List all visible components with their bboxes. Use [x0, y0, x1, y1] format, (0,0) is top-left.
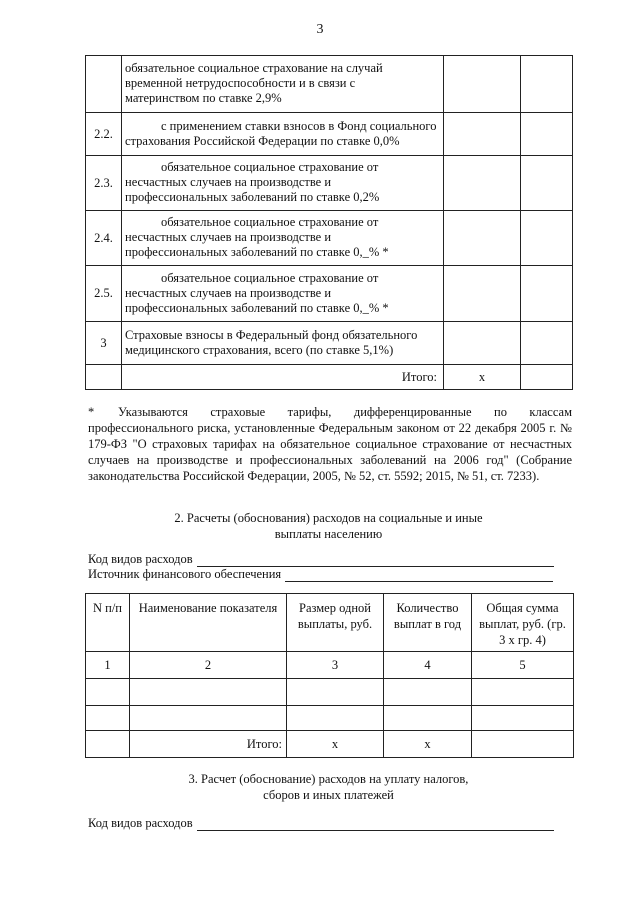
row-description [122, 211, 444, 266]
code-label: Код видов расходов [88, 552, 193, 566]
total-number-cell [86, 365, 122, 390]
column-header-line: Наименование показателя [138, 601, 278, 615]
table-row [86, 322, 573, 365]
column-header [472, 594, 574, 652]
row-description-line: профессиональных заболеваний по ставке 0,_% * [125, 245, 389, 259]
table-cell [472, 706, 574, 731]
section-3-title-line: сборов и иных платежей [263, 788, 394, 802]
footnote-text: Указываются страховые тарифы, дифференцированные по классам профессионального риска, установленные Федеральным законом от 22 декабря 2005 г. № 179-ФЗ "О страховых тарифах на обязательное социальное страхование от несчастных случаев на производстве и профессиональных заболеваний на 2006 год" (Собрание законодательства Российской Федерации, 2005, № 52, ст. 5592; 2015, № 51, ст. 7233). [88, 405, 572, 483]
column-header-line: Общая сумма [486, 601, 559, 615]
row-value-cell [444, 56, 521, 113]
table-row [86, 211, 573, 266]
table-cell [86, 706, 130, 731]
row-number: 2.5. [86, 266, 122, 322]
table-cell [472, 679, 574, 706]
row-description-line: несчастных случаев на производстве и [125, 175, 332, 189]
source-label: Источник финансового обеспечения [88, 567, 282, 581]
row-description-line: обязательное социальное страхование на случай [125, 61, 383, 75]
column-header-line: Количество [396, 601, 459, 615]
column-header-line: выплаты, руб. [297, 617, 373, 631]
row-value-cell [444, 113, 521, 156]
row-description-line: несчастных случаев на производстве и [125, 285, 332, 300]
row-description [122, 113, 444, 156]
row-description-line: обязательное социальное страхование от [161, 160, 379, 174]
row-value-cell [444, 156, 521, 211]
row-number: 2.3. [86, 156, 122, 211]
row-value-cell [521, 113, 573, 156]
row-description-line: профессиональных заболеваний по ставке 0,_% * [125, 300, 389, 315]
code-label: Код видов расходов [88, 816, 193, 830]
table-row [86, 113, 573, 156]
column-header-line: 3 х гр. 4) [499, 633, 546, 647]
section-2-code-field [88, 551, 554, 567]
row-description [122, 266, 444, 322]
row-description [122, 56, 444, 113]
column-header-line: выплат в год [393, 617, 462, 631]
column-index: 2 [130, 652, 287, 679]
row-number [86, 56, 122, 113]
section-3-title [85, 771, 572, 803]
column-index: 1 [86, 652, 130, 679]
table-cell [130, 706, 287, 731]
row-value-cell [521, 322, 573, 365]
row-description [122, 156, 444, 211]
table-cell [86, 731, 130, 758]
column-header [287, 594, 384, 652]
column-header [130, 594, 287, 652]
table-row [86, 706, 574, 731]
code-input-line[interactable] [197, 818, 554, 831]
column-header [86, 594, 130, 652]
section-2-title [85, 510, 572, 542]
row-description-line: обязательное социальное страхование от [161, 270, 379, 285]
source-input-line[interactable] [285, 569, 553, 582]
row-description-line: материнством по ставке 2,9% [125, 91, 282, 105]
footnote [88, 404, 572, 484]
table-cell [86, 679, 130, 706]
row-description-line: с применением ставки взносов в Фонд социального [161, 118, 437, 133]
table-row [86, 156, 573, 211]
table-cell [384, 706, 472, 731]
table-cell [287, 706, 384, 731]
insurance-contributions-table [85, 55, 573, 390]
column-index-row [86, 652, 574, 679]
row-value-cell [444, 266, 521, 322]
table-row [86, 266, 573, 322]
row-description-line: временной нетрудоспособности и в связи с [125, 76, 356, 90]
row-description-line: Страховые взносы в Федеральный фонд обязательного [125, 327, 418, 342]
section-2-title-line: выплаты населению [274, 527, 383, 541]
table-cell [384, 679, 472, 706]
row-value-cell [521, 56, 573, 113]
total-mark: х [384, 731, 472, 758]
row-description-line: страхования Российской Федерации по ставке 0,0% [125, 133, 400, 148]
section-2-source-field [88, 566, 553, 582]
section-3-title-line: 3. Расчет (обоснование) расходов на уплату налогов, [188, 772, 469, 786]
row-description-line: профессиональных заболеваний по ставке 0,2% [125, 190, 380, 204]
section-2-title-line: 2. Расчеты (обоснования) расходов на социальные и иные [174, 511, 483, 525]
section-3-code-field [88, 815, 554, 831]
column-header-line: выплат, руб. (гр. [479, 617, 566, 631]
total-label: Итого: [130, 731, 287, 758]
row-value-cell [444, 322, 521, 365]
column-header-line: N п/п [92, 601, 122, 615]
total-label: Итого: [122, 365, 444, 390]
total-value-cell [521, 365, 573, 390]
row-value-cell [521, 211, 573, 266]
row-value-cell [521, 266, 573, 322]
row-number: 2.2. [86, 113, 122, 156]
row-number: 2.4. [86, 211, 122, 266]
column-index: 4 [384, 652, 472, 679]
table-total-row [86, 365, 573, 390]
social-payments-table [85, 593, 574, 758]
row-description [122, 322, 444, 365]
row-value-cell [444, 211, 521, 266]
total-value-cell [472, 731, 574, 758]
footnote-marker: * [88, 405, 95, 419]
row-description-line: обязательное социальное страхование от [161, 215, 379, 229]
table-total-row [86, 731, 574, 758]
row-description-line: несчастных случаев на производстве и [125, 230, 332, 244]
table-row [86, 679, 574, 706]
row-value-cell [521, 156, 573, 211]
column-index: 3 [287, 652, 384, 679]
column-header [384, 594, 472, 652]
column-index: 5 [472, 652, 574, 679]
row-description-line: медицинского страхования, всего (по ставке 5,1%) [125, 342, 394, 357]
table-header-row [86, 594, 574, 652]
total-mark: х [444, 365, 521, 390]
table-cell [130, 679, 287, 706]
row-number: 3 [86, 322, 122, 365]
page-number: 3 [316, 22, 324, 37]
total-mark: х [287, 731, 384, 758]
table-cell [287, 679, 384, 706]
table-row [86, 56, 573, 113]
column-header-line: Размер одной [299, 601, 371, 615]
